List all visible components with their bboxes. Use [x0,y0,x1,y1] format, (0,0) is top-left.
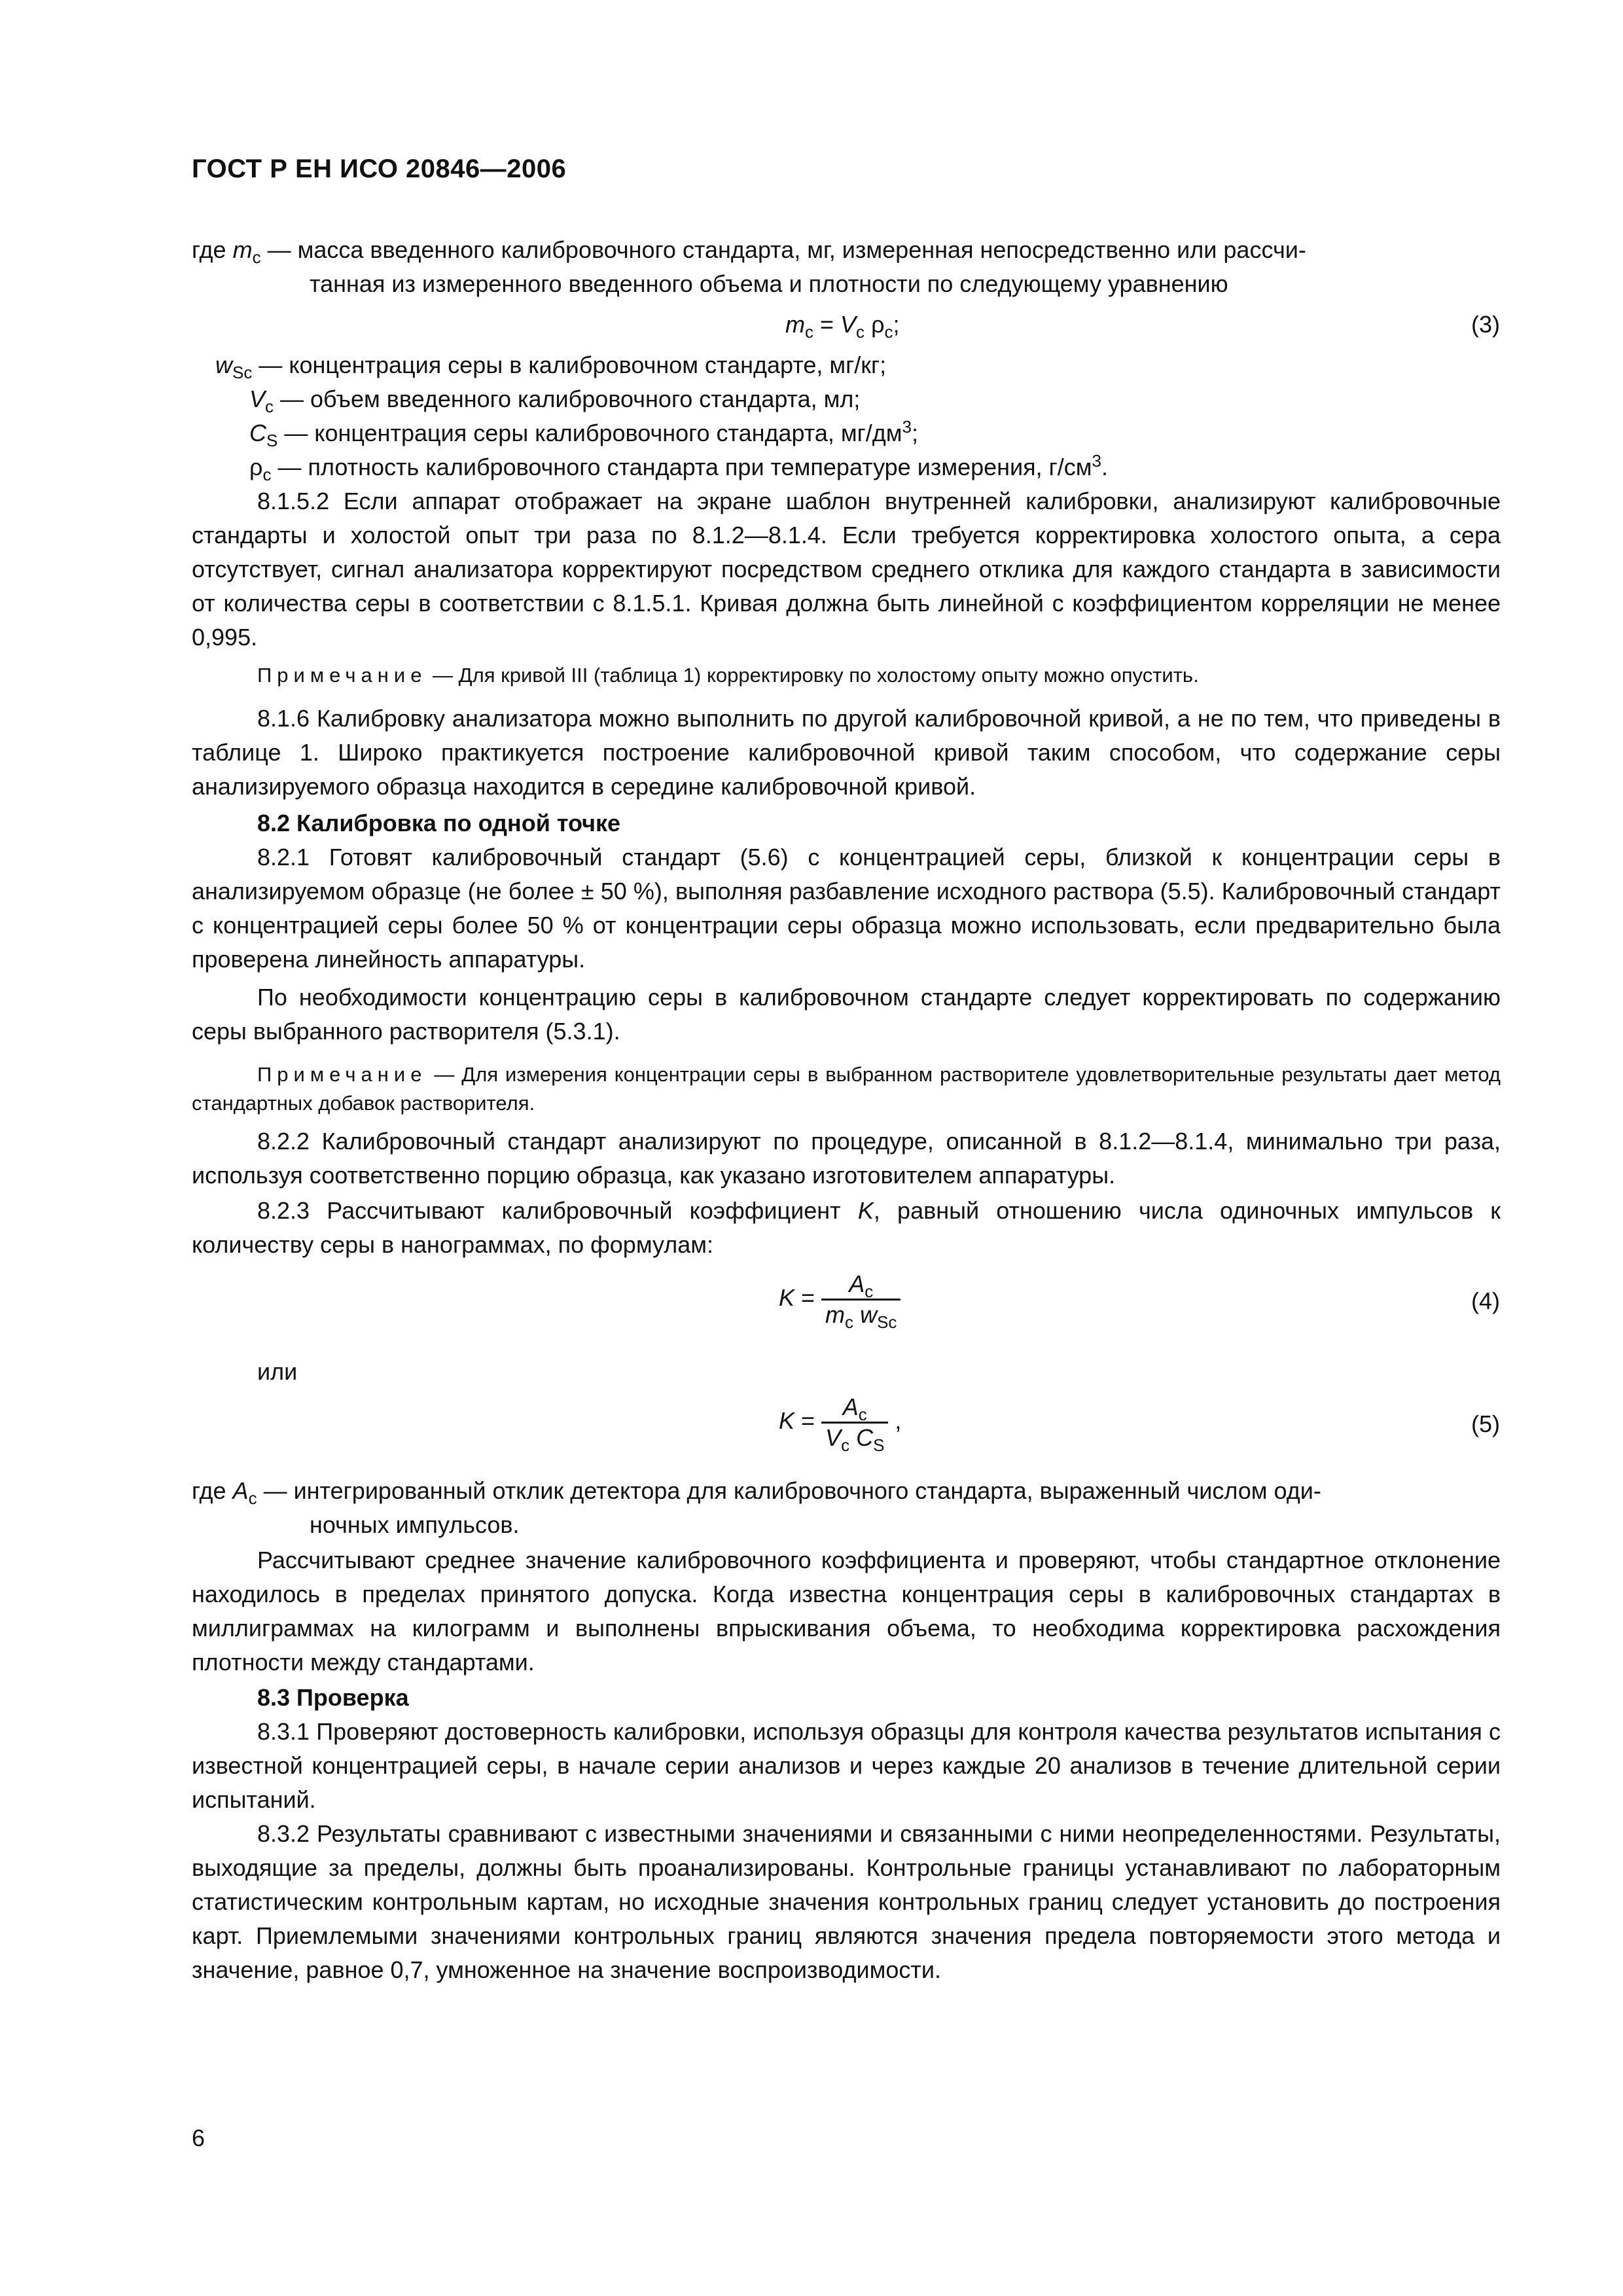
document-header: ГОСТ Р ЕН ИСО 20846—2006 [192,154,567,183]
paragraph-8-2-1: 8.2.1 Готовят калибровочный стандарт (5.6) с концентрацией серы, близкой к концентрации серы в анализируемом образце (не более ± 50 %), выполняя разбавление исходного раствора (5.5). Калибровочный стандарт с концентрацией серы более 50 % от концентрации серы образца можно использовать, если предварительно была проверена линейность аппаратуры. [192,844,1501,973]
fraction-5: $\frac{A_c}{V_c C_S}$ [821,1393,888,1452]
page-number: 6 [192,2125,205,2151]
definition-ac-cont: ночных импульсов. [310,1511,520,1538]
paragraph-8-1-6: 8.1.6 Калибровку анализатора можно выполнить по другой калибровочной кривой, а не по тем, что приведены в таблице 1. Широко практикуется построение калибровочной кривой таким способом, что содержание серы анализируемого образца находится в середине калибровочной кривой. [192,705,1501,800]
paragraph-8-3-1: 8.3.1 Проверяют достоверность калибровки, используя образцы для контроля качества результатов испытания с известной концентрацией серы, в начале серии анализов и через каждые 20 анализов в течение длительной серии испытаний. [192,1718,1501,1813]
equation-3-number: (3) [1471,311,1500,338]
equation-3: $m_c = V_c$ $\rho_c$; [785,311,900,342]
note-2: Примечание — Для измерения концентрации серы в выбранном растворителе удовлетворительные результаты дает метод стандартных добавок растворителя. [192,1063,1501,1115]
definition-mc: где $m_с$ — масса введенного калибровочного стандарта, мг, измеренная непосредственно или рассчи- [192,236,1306,268]
definition-mc-cont: танная из измеренного введенного объема и плотности по следующему уравнению [310,270,1228,297]
conjunction-ili: или [257,1358,298,1385]
definition-cs: $C_S$ — концентрация серы калибровочного стандарта, $мг/дм^3$; [249,417,918,451]
equation-5-number: (5) [1471,1410,1500,1437]
definition-ac: где $A_с$ — интегрированный отклик детектора для калибровочного стандарта, выраженный числом оди- [192,1477,1321,1509]
paragraph-8-1-5-2: 8.1.5.2 Если аппарат отображает на экране шаблон внутренней калибровки, анализируют калибровочные стандарты и холостой опыт три раза по 8.1.2—8.1.4. Если требуется корректировка холостого опыта, а сера отсутствует, сигнал анализатора корректируют посредством среднего отклика для каждого стандарта в зависимости от количества серы в соответствии с 8.1.5.1. Кривая должна быть линейной с коэффициентом корреляции не менее 0,995. [192,488,1501,651]
paragraph-8-3-2: 8.3.2 Результаты сравнивают с известными значениями и связанными с ними неопределенностями. Результаты, выходящие за пределы, должны быть проанализированы. Контрольные границы устанавливают по лабораторным статистическим контрольным картам, но исходные значения контрольных границ следует установить до построения карт. Приемлемыми значениями контрольных границ являются значения предела повторяемости этого метода и значение, равное 0,7, умноженное на значение воспроизводимости. [192,1820,1501,1983]
fraction-4: $\frac{A_c}{m_c w_{Sc}}$ [821,1270,901,1329]
paragraph-8-2-2: 8.2.2 Калибровочный стандарт анализируют по процедуре, описанной в 8.1.2—8.1.4, минимально три раза, используя соответственно порцию образца, как указано изготовителем аппаратуры. [192,1128,1501,1189]
note-1: Примечание — Для кривой III (таблица 1) корректировку по холостому опыту можно опустить. [257,664,1199,687]
definition-vc: $V_c$ — объем введенного калибровочного стандарта, мл; [249,386,861,417]
paragraph-calc: Рассчитывают среднее значение калибровочного коэффициента и проверяют, чтобы стандартное отклонение находилось в пределах принятого допуска. Когда известна концентрация серы в калибровочных стандартах в миллиграммах на килограмм и выполнены впрыскивания объема, то необходима корректировка расхождения плотности между стандартами. [192,1547,1501,1676]
equation-4: K = $\frac{A_c}{m_c w_{Sc}}$ [779,1270,901,1329]
definition-rhoc: $\rho_c$ — плотность калибровочного стандарта при температуре измерения, $г/см^3$. [249,451,1108,485]
paragraph-8-2-1-b: По необходимости концентрацию серы в калибровочном стандарте следует корректировать по содержанию серы выбранного растворителя (5.3.1). [192,984,1501,1045]
definition-wsc: $w_{Sc}$ — концентрация серы в калибровочном стандарте, мг/кг; [215,351,887,383]
heading-8-3: 8.3 Проверка [257,1684,409,1711]
paragraph-8-2-3: 8.2.3 Рассчитывают калибровочный коэффициент K, равный отношению числа одиночных импульсов к количеству серы в нанограммах, по формулам: [192,1197,1501,1258]
heading-8-2: 8.2 Калибровка по одной точке [257,810,621,836]
equation-5: K = $\frac{A_c}{V_c C_S}$ , [779,1393,902,1456]
equation-4-number: (4) [1471,1287,1500,1314]
